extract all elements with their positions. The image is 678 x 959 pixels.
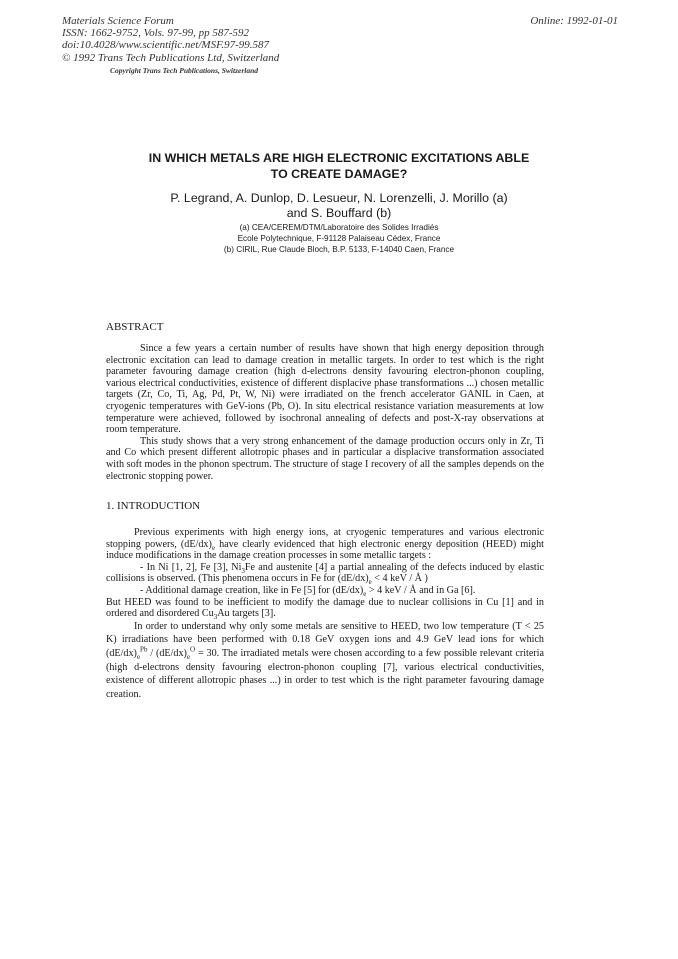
authors-line-1: P. Legrand, A. Dunlop, D. Lesueur, N. Lorenzelli, J. Morillo (a) xyxy=(170,191,508,205)
issn-line: ISSN: 1662-9752, Vols. 97-99, pp 587-592 xyxy=(62,27,249,40)
copyright-notice: Copyright Trans Tech Publications, Switzerland xyxy=(110,65,259,75)
introduction-body xyxy=(106,527,544,701)
online-date: Online: 1992-01-01 xyxy=(530,15,618,27)
introduction-heading: 1. INTRODUCTION xyxy=(106,500,201,512)
title-line-1: IN WHICH METALS ARE HIGH ELECTRONIC EXCITATIONS ABLE xyxy=(148,151,530,165)
affiliation-a2: Ecole Polytechnique, F-91128 Palaiseau Cédex, France xyxy=(237,234,441,243)
affiliation-a1: (a) CEA/CEREM/DTM/Laboratoire des Solides Irradiés xyxy=(239,223,439,232)
abstract-paragraph-1: Since a few years a certain number of results have shown that high energy deposition through electronic excitation can lead to damage creation in metallic targets. In order to test which is the right parameter favouring damage creation (high d-electrons density favouring electron-phonon coupling, various electrical conductivities, existence of different displacive phase transformations ...) chosen metallic targets (Zr, Co, Ti, Ag, Pd, Pt, W, Ni) were irradiated on the french accelerator GANIL in Caen, at cryogenic temperatures with GeV-ions (Pb, O). In situ electrical resistance variation measurements at low temperature were achieved, followed by isochronal annealing of defects and post-X-ray observations at room temperature. xyxy=(106,343,544,436)
authors-line-2: and S. Bouffard (b) xyxy=(286,205,392,220)
doi-line[interactable]: doi:10.4028/www.scientific.net/MSF.97-99.587 xyxy=(62,39,270,52)
intro-paragraph-1: Previous experiments with high energy ions, at cryogenic temperatures and various electronic stopping powers, $(dE/dx)_e$ have clearly evidenced that high electronic energy deposition (HEED) might induce modifications in the damage creation processes in some metallic targets : xyxy=(106,527,544,562)
affiliation-b: (b) CIRIL, Rue Claude Bloch, B.P. 5133, F-14040 Caen, France xyxy=(223,245,455,254)
copyright-line: © 1992 Trans Tech Publications Ltd, Switzerland xyxy=(62,51,280,64)
journal-name: Materials Science Forum xyxy=(62,15,174,27)
intro-paragraph-3: - Additional damage creation, like in Fe [5] for $(dE/dx)_e > 4$ keV / Å and in Ga [6]. xyxy=(140,584,476,598)
abstract-paragraph-2: This study shows that a very strong enhancement of the damage production occurs only in Zr, Ti and Co which present different allotropic phases and in particular a displacive transformation associated with soft modes in the phonon spectrum. The structure of stage I recovery of all the samples depends on the electronic stopping power. xyxy=(106,435,544,482)
intro-paragraph-2: - In Ni [1, 2], Fe [3], $Ni_3Fe$ and austenite [4] a partial annealing of the defects induced by elastic collisions is observed. (This phenomena occurs in Fe for $(dE/dx)_e < 4$ keV / Å ) xyxy=(106,561,545,587)
intro-paragraph-4: But HEED was found to be inefficient to modify the damage due to nuclear collisions in Cu [1] and in ordered and disordered $Cu_3Au$ targets [3]. xyxy=(106,596,544,622)
title-line-2: TO CREATE DAMAGE? xyxy=(270,167,408,181)
paper-title xyxy=(100,150,578,182)
abstract-heading: ABSTRACT xyxy=(106,321,164,333)
author-list xyxy=(80,191,598,220)
affiliations xyxy=(80,222,598,255)
intro-paragraph-5: In order to understand why only some metals are sensitive to HEED, two low temperature (T < 25 K) irradiations have been performed with 0.18 GeV oxygen ions and 4.9 GeV lead ions for which $(dE/dx)_e^{Pb} / (dE/dx)_e^O = 30$. The irradiated metals were chosen according to a few possible relevant criteria (high d-electrons density favouring electron-phonon coupling [7], various electrical conductivities, existence of different allotropic phases ...) in order to test which is the right parameter favouring damage creation. xyxy=(106,620,544,700)
abstract-body xyxy=(106,343,544,482)
page-header xyxy=(62,15,618,77)
